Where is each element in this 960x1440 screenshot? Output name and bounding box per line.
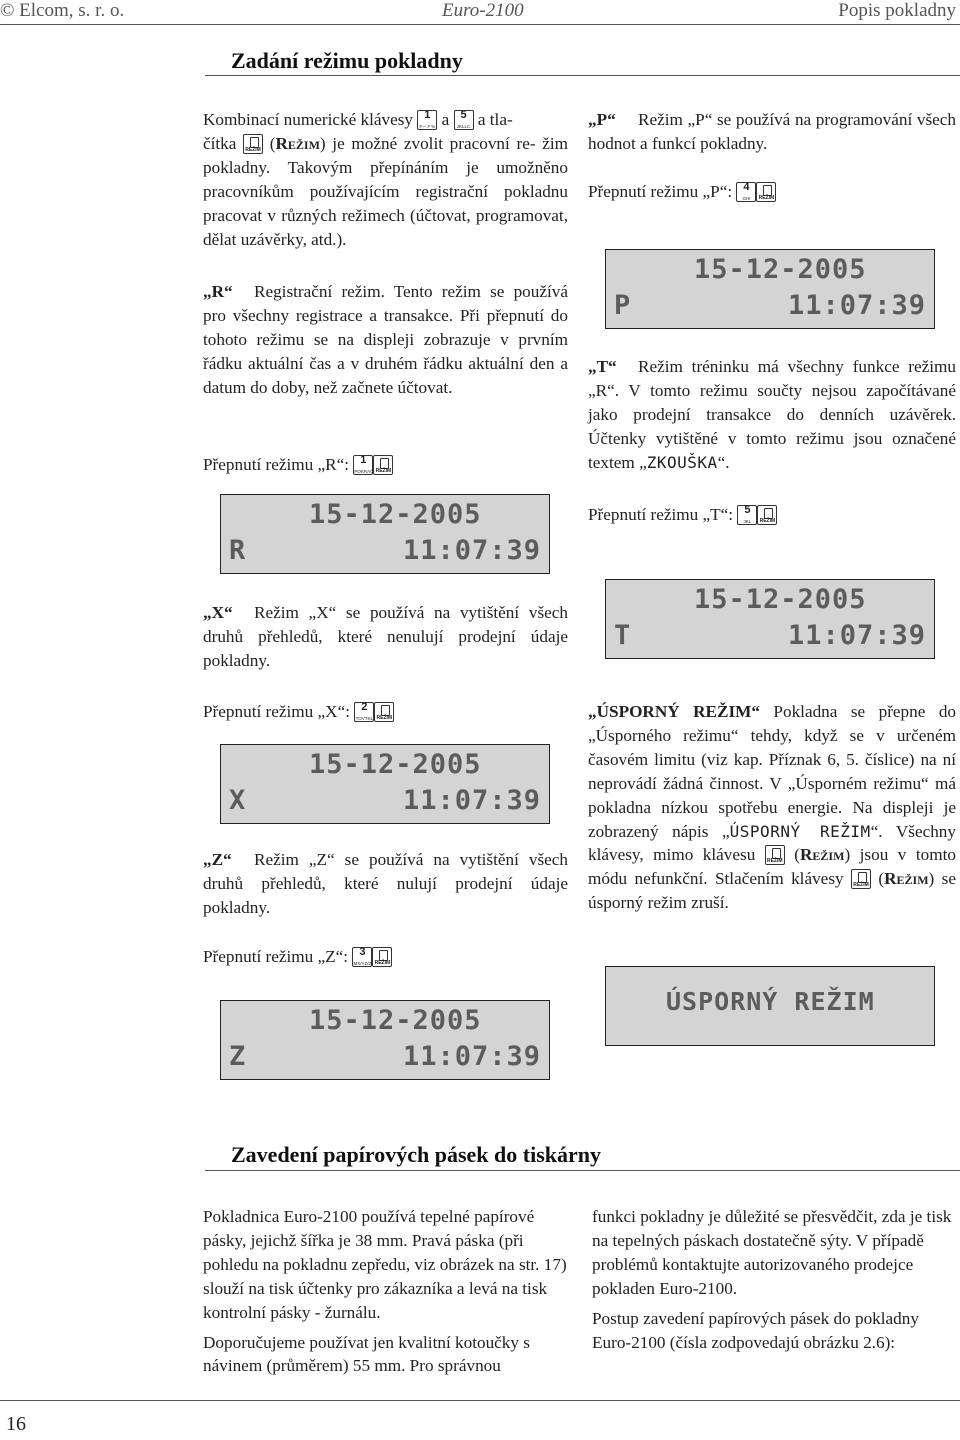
page-number: 16 [6, 1413, 26, 1435]
key-sub: REŽIM [853, 882, 869, 889]
sleep-display-text: ÚSPORNÝ REŽIM [729, 821, 871, 841]
lcd-time: 11:07:39 [402, 1041, 541, 1072]
switch-text: Přepnutí režimu „T“: [588, 505, 734, 524]
key-sub: JKL [743, 519, 752, 524]
key-3-icon [352, 947, 372, 967]
key-number: 1 [424, 109, 431, 121]
mode-p-description [588, 108, 956, 156]
rezim-word: Režim [884, 869, 929, 889]
key-sub: REŽIM [245, 146, 261, 153]
rezim-key-icon [372, 947, 392, 967]
intro-text: Kombinací numerické klávesy [203, 110, 418, 129]
mode-r-label: „R“ [203, 282, 233, 301]
rezim-key-icon [851, 869, 871, 889]
switch-text: Přepnutí režimu „R“: [203, 455, 350, 474]
lcd-mode: T [614, 620, 631, 651]
key-5-icon [454, 110, 474, 130]
lcd-time: 11:07:39 [787, 290, 926, 321]
paper-text: Doporučujeme používat jen kvalitní kotoučky s návinem (průměrem) 55 mm. Pro správnou [203, 1332, 530, 1376]
mode-t-description [588, 355, 956, 475]
lcd-mode: Z [229, 1041, 246, 1072]
header-rule [0, 24, 960, 25]
intro-text: ( [263, 133, 276, 153]
lcd-date: 15-12-2005 [309, 1005, 482, 1036]
lcd-date: 15-12-2005 [309, 499, 482, 530]
rezim-word: Režim [275, 133, 320, 153]
header-copyright: © Elcom, s. r. o. [0, 0, 125, 21]
lcd-display-z [220, 1000, 550, 1080]
key-sub: REŽIM [759, 518, 776, 524]
key-number: 5 [744, 504, 751, 516]
rezim-key-icon [765, 845, 785, 865]
sleep-text: ( [871, 869, 885, 889]
lcd-sleep-text: ÚSPORNÝ REŽIM [666, 987, 875, 1016]
mode-z-switch [203, 945, 392, 969]
sleep-mode-label: „ÚSPORNÝ REŽIM“ [588, 702, 760, 721]
intro-paragraph [203, 108, 568, 251]
key-number: 2 [361, 701, 368, 713]
mode-t-text: Režim tréninku má všechny funkce režimu „R“. V tomto režimu součty nejsou započítávané jako prodejní transakce do denních uzávěrek. Účtenky vytištěné v tomto režimu jsou označené textem „ [588, 357, 956, 472]
mode-p-label: „P“ [588, 110, 616, 129]
lcd-display-x [220, 744, 550, 824]
footer-rule [0, 1400, 960, 1401]
lcd-time: 11:07:39 [787, 620, 926, 651]
header-section: Popis pokladny [838, 0, 956, 21]
key-sub: REŽIM [376, 715, 393, 721]
mode-z-text: Režim „Z“ se používá na vytištění všech druhů přehledů, které nulují prodejní údaje pokladny. [203, 850, 568, 917]
lcd-date: 15-12-2005 [694, 584, 867, 615]
key-number: 4 [743, 181, 750, 193]
sleep-mode-description [588, 700, 956, 915]
sleep-text: “. Všechny klávesy, mimo klávesu [588, 821, 956, 865]
key-sub: F∼ # % [419, 124, 436, 129]
lcd-time: 11:07:39 [402, 535, 541, 566]
lcd-date: 15-12-2005 [694, 254, 867, 285]
mode-r-text: Registrační režim. Tento režim se používá pro všechny registrace a transakce. Při přepnutí do tohoto režimu se na displeji zobrazuje v prvním řádku aktuální čas a v druhém řádku aktuální den a datum do doby, než začnete účtovat. [203, 282, 568, 397]
key-sub: REŽIM [758, 195, 775, 201]
sleep-text: Pokladna se přepne do „Úsporného režimu“ tehdy, když se v určeném časovém limitu (viz kap. Příznak 6, 5. číslice) na ní neprovádí žádná činnost. V „Úsporném režimu“ má pokladna nízkou spotřebu energie. Na displeji je zobrazený nápis „ [588, 702, 957, 841]
key-2-icon [354, 702, 374, 722]
key-sub: REŽIM [767, 858, 783, 865]
lcd-display-t [605, 579, 935, 659]
switch-text: Přepnutí režimu „Z“: [203, 947, 349, 966]
key-sub: JKLLC [456, 124, 471, 129]
intro-text: a tla- [473, 110, 513, 129]
intro-text: čítka [203, 133, 244, 153]
key-1-icon [417, 110, 437, 130]
lcd-display-r [220, 494, 550, 574]
lcd-display-p [605, 249, 935, 329]
rezim-key-icon [243, 134, 263, 154]
lcd-date: 15-12-2005 [309, 749, 482, 780]
key-1-icon [353, 455, 373, 475]
lcd-display-sleep [605, 966, 935, 1046]
key-4-icon [736, 182, 756, 202]
section-rule [205, 1170, 960, 1171]
section-rule [205, 75, 960, 76]
key-sub: REŽIM [375, 468, 392, 474]
switch-text: Přepnutí režimu „X“: [203, 702, 351, 721]
sleep-text: ) jsou v tomto módu nefunkční. Stlačením klávesy [588, 845, 956, 889]
rezim-key-icon [373, 455, 393, 475]
intro-text: ) je možné zvolit pracovní re- [319, 133, 536, 153]
mode-z-label: „Z“ [203, 850, 232, 869]
training-marker: ZKOUŠKA [646, 452, 718, 472]
key-5-icon [737, 505, 757, 525]
lcd-time: 11:07:39 [402, 785, 541, 816]
intro-text: a [437, 110, 454, 129]
key-number: 5 [460, 109, 467, 121]
section-title-paper: Zavedení papírových pásek do tiskárny [231, 1142, 602, 1167]
sleep-text: ( [784, 845, 801, 865]
rezim-word: Režim [800, 845, 845, 865]
mode-x-description [203, 601, 568, 673]
paper-right-column [592, 1205, 956, 1354]
paper-text: Pokladnica Euro-2100 používá tepelné papírové pásky, jejichž šířka je 38 mm. Pravá páska (při pohledu na pokladnu zepředu, viz obrázek na str. 17) slouží na tisk účtenky pro zákazníka a levá na tisk kontrolní pásky - žurnálu. [203, 1207, 567, 1322]
key-sub: MX/YZ/Z [353, 961, 372, 966]
mode-p-text: Režim „P“ se používá na programování všech hodnot a funkcí pokladny. [588, 110, 956, 153]
rezim-key-icon [374, 702, 394, 722]
lcd-mode: X [229, 785, 246, 816]
mode-x-switch [203, 700, 394, 724]
mode-t-switch [588, 503, 777, 527]
mode-t-text: “. [717, 452, 730, 472]
key-sub: REŽIM [374, 960, 391, 966]
intro-text: žim pokladny. Takovým přepínáním je umožněno pracovníkům používajícím registrační pokladnu pracovat v různých režimech (účtovat, programovat, dělat uzávěrky, atd.). [203, 133, 568, 249]
mode-z-description [203, 848, 568, 920]
rezim-key-icon [757, 505, 777, 525]
mode-r-switch [203, 453, 393, 477]
paper-text: Postup zavedení papírových pásek do pokladny Euro-2100 (čísla zodpovedajú obrázku 2.6): [592, 1308, 919, 1352]
key-number: 3 [359, 946, 366, 958]
sleep-text: ) se úsporný režim zruší. [588, 869, 956, 913]
mode-p-switch [588, 180, 776, 204]
key-sub: GHI [742, 196, 751, 201]
key-number: 1 [360, 454, 367, 466]
mode-x-text: Režim „X“ se používá na vytištění všech druhů přehledů, které nenulují prodejní údaje pokladny. [203, 603, 568, 670]
header-product: Euro-2100 [442, 0, 524, 21]
rezim-key-icon [756, 182, 776, 202]
section-title-mode: Zadání režimu pokladny [231, 48, 463, 73]
paper-left-column [203, 1205, 568, 1378]
key-sub: POKRAČ [354, 469, 374, 474]
mode-x-label: „X“ [203, 603, 233, 622]
paper-text: funkci pokladny je důležité se přesvědčit, zda je tisk na tepelných páskach dostatečně sýty. V případě problémů kontaktujte autorizovaného prodejce pokladen Euro-2100. [592, 1207, 952, 1298]
switch-text: Přepnutí režimu „P“: [588, 182, 733, 201]
lcd-mode: R [229, 535, 246, 566]
mode-t-label: „T“ [588, 357, 617, 376]
lcd-mode: P [614, 290, 631, 321]
key-sub: TOVTKL [355, 716, 374, 721]
mode-r-description [203, 280, 568, 400]
